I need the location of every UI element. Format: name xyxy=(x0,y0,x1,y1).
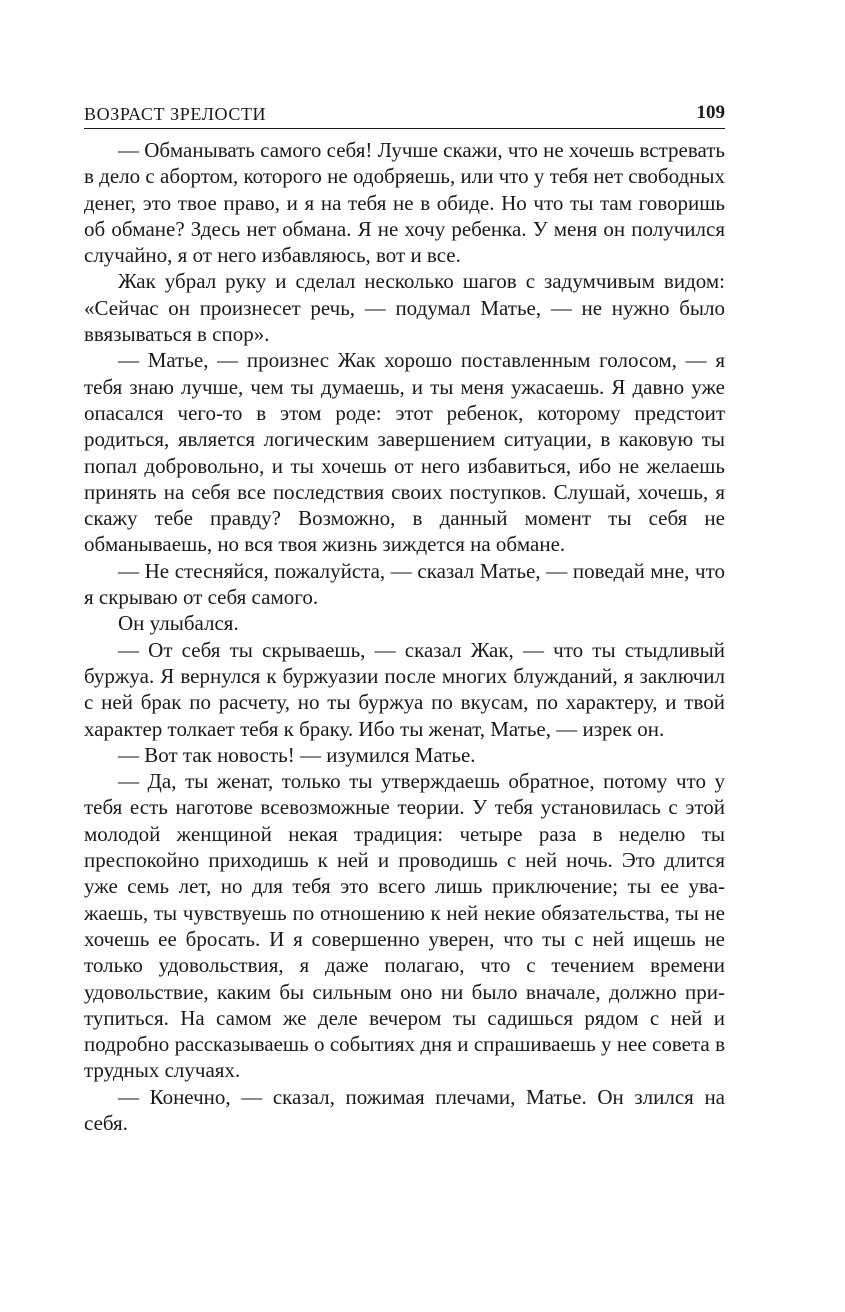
page-number: 109 xyxy=(696,102,725,123)
paragraph: — Вот так новость! — изумился Матье. xyxy=(118,742,476,767)
running-title: ВОЗРАСТ ЗРЕЛОСТИ xyxy=(84,104,267,124)
body-text xyxy=(84,137,725,1136)
running-header xyxy=(84,100,725,129)
paragraph: Жак убрал руку и сделал несколько шагов с задумчивым видом: «Сейчас он произнесет речь, — подумал Матье, — не нужно было ввязываться в спор». xyxy=(84,269,725,347)
paragraph: — Не стесняйся, пожалуйста, — сказал Матье, — поведай мне, что я скрываю от себя самого. xyxy=(84,558,725,610)
paragraph: — Матье, — произнес Жак хорошо поставленным голосом, — я тебя знаю лучше, чем ты думаешь, и ты меня ужасаешь. Я давно уже опасался чего-то в этом роде: этот ребенок, которому предстоит родиться, является логическим завершением ситуации, в каковую ты попал добровольно, и ты хочешь от него избавиться, ибо не желаешь принять на себя все последствия своих поступков. Слушай, хочешь, я скажу тебе правду? Возможно, в данный момент ты себя не обманываешь, но вся твоя жизнь зиждется на обмане. xyxy=(84,348,725,557)
paragraph: — Да, ты женат, только ты утверждаешь обратное, потому что у тебя есть наготове всевозможные теории. У тебя установилась с этой молодой женщиной некая традиция: четыре раза в неделю ты преспокойно приходишь к ней и проводишь с ней ночь. Это длится уже семь лет, но для тебя это всего лишь приключение; ты ее уважаешь, ты чувствуешь по отношению к ней некие обязательства, ты не хочешь ее бросать. И я совершенно уверен, что ты с ней ищешь не только удовольствия, я даже полагаю, что с течением времени удовольствие, каким бы сильным оно ни было вначале, должно притупиться. На самом же деле вечером ты садишься рядом с ней и подробно рассказываешь о событиях дня и спрашиваешь у нее совета в трудных случаях. xyxy=(84,769,725,1083)
paragraph: — От себя ты скрываешь, — сказал Жак, — что ты стыдливый буржуа. Я вернулся к буржуазии после многих блужданий, я заключил с ней брак по расчету, но ты буржуа по вкусам, по характеру, и твой характер толкает тебя к браку. Ибо ты женат, Матье, — изрек он. xyxy=(84,637,725,741)
paragraph: Он улыбался. xyxy=(118,611,239,636)
paragraph: — Конечно, — сказал, пожимая плечами, Матье. Он злился на себя. xyxy=(84,1084,725,1135)
paragraph: — Обманывать самого себя! Лучше скажи, что не хочешь встревать в дело с абортом, которого не одобряешь, или что у тебя нет свободных денег, это твое право, и я на тебя не в обиде. Но что ты там говоришь об обмане? Здесь нет обмана. Я не хочу ребенка. У меня он получился случайно, я от него избавляюсь, вот и все. xyxy=(84,138,726,268)
